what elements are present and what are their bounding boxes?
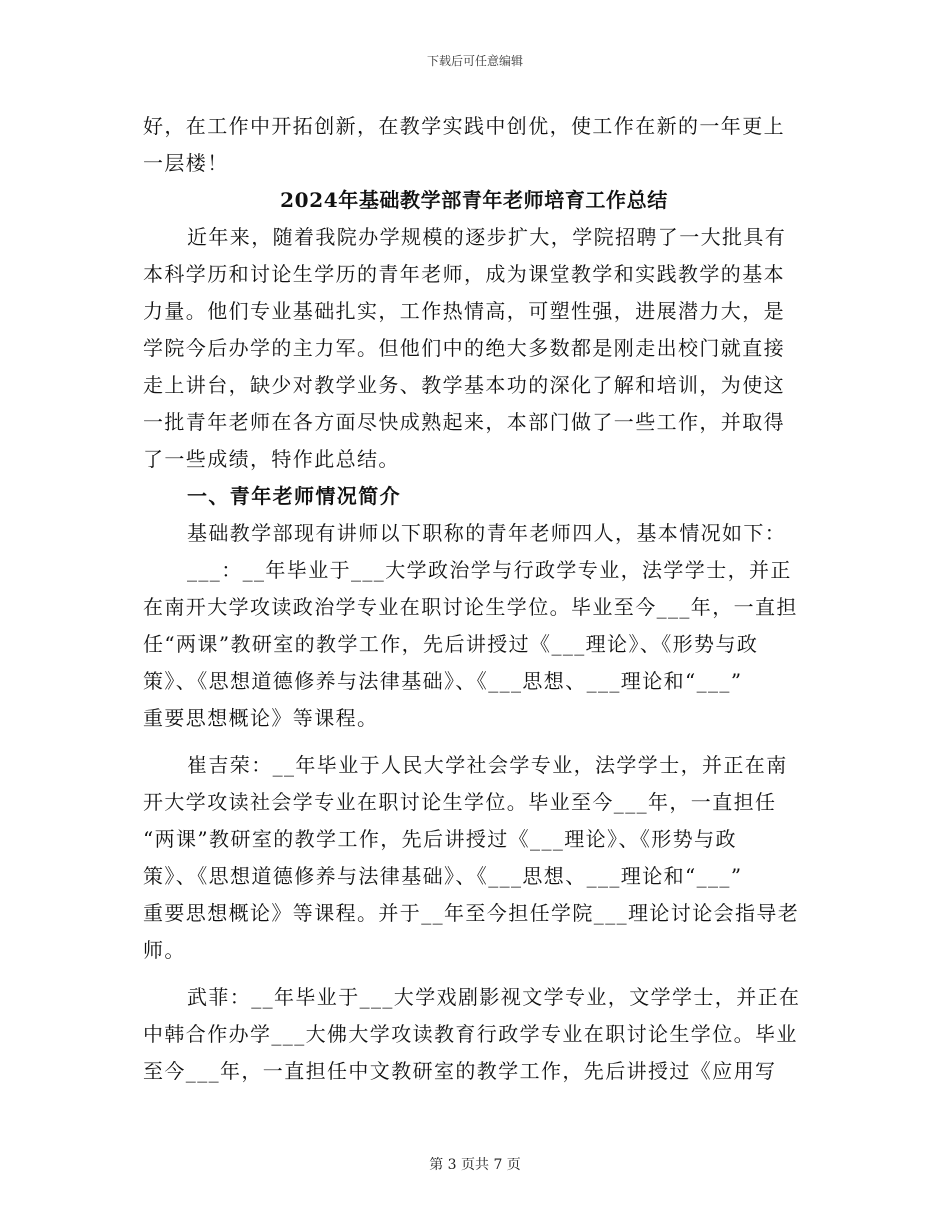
- para4-line-5: 重要思想概论》等课程。并于__年至今担任学院___理论讨论会指导老: [143, 901, 800, 925]
- para5-line-1: 武菲：__年毕业于___大学戏剧影视文学专业，文学学士，并正在: [187, 985, 801, 1009]
- para1-line-4: 学院今后办学的主力军。但他们中的绝大多数都是刚走出校门就直接: [143, 336, 785, 360]
- para4-line-4: 策》、《思想道德修养与法律基础》、《___思想、___理论和“___”: [143, 864, 743, 888]
- section-heading-1: 一、青年老师情况简介: [187, 484, 401, 508]
- para4-line-6: 师。: [143, 938, 186, 962]
- page-header: 下载后可任意编辑: [426, 54, 523, 68]
- para5-line-2: 中韩合作办学___大佛大学攻读教育行政学专业在职讨论生学位。毕业: [143, 1022, 798, 1046]
- para1-line-2: 本科学历和讨论生学历的青年老师，成为课堂教学和实践教学的基本: [143, 262, 785, 286]
- page-footer: 第 3 页共 7 页: [429, 1157, 521, 1173]
- para1-line-1: 近年来，随着我院办学规模的逐步扩大，学院招聘了一大批具有: [187, 225, 787, 249]
- para3-line-5: 重要思想概论》等课程。: [143, 706, 379, 730]
- para2-line-1: 基础教学部现有讲师以下职称的青年老师四人，基本情况如下：: [187, 521, 787, 545]
- para3-line-4: 策》、《思想道德修养与法律基础》、《___思想、___理论和“___”: [143, 669, 743, 693]
- para1-line-7: 了一些成绩，特作此总结。: [143, 447, 400, 471]
- para5-line-3: 至今___年，一直担任中文教研室的教学工作，先后讲授过《应用写: [143, 1059, 777, 1083]
- para4-line-3: “两课”教研室的教学工作，先后讲授过《___理论》、《形势与政: [143, 827, 737, 851]
- document-title: 2024年基础教学部青年老师培育工作总结: [280, 188, 668, 212]
- para3-line-2: 在南开大学攻读政治学专业在职讨论生学位。毕业至今___年，一直担: [143, 595, 798, 619]
- paragraph-gap: [143, 969, 805, 979]
- intro-line-1: 好，在工作中开拓创新，在教学实践中创优，使工作在新的一年更上: [143, 114, 785, 138]
- para4-line-1: 崔吉荣：__年毕业于人民大学社会学专业，法学学士，并正在南: [187, 753, 788, 777]
- para3-line-3: 任“两课”教研室的教学工作，先后讲授过《___理论》、《形势与政: [143, 632, 759, 656]
- para4-line-2: 开大学攻读社会学专业在职讨论生学位。毕业至今___年，一直担任: [143, 790, 777, 814]
- para1-line-3: 力量。他们专业基础扎实，工作热情高，可塑性强，进展潜力大，是: [143, 299, 785, 323]
- para1-line-5: 走上讲台，缺少对教学业务、教学基本功的深化了解和培训，为使这: [143, 373, 785, 397]
- intro-line-2: 一层楼！: [143, 151, 229, 175]
- para3-line-1: ___：__年毕业于___大学政治学与行政学专业，法学学士，并正: [187, 558, 792, 582]
- para1-line-6: 一批青年老师在各方面尽快成熟起来，本部门做了一些工作，并取得: [143, 410, 785, 434]
- paragraph-gap: [143, 737, 805, 747]
- document-body: [143, 108, 805, 1090]
